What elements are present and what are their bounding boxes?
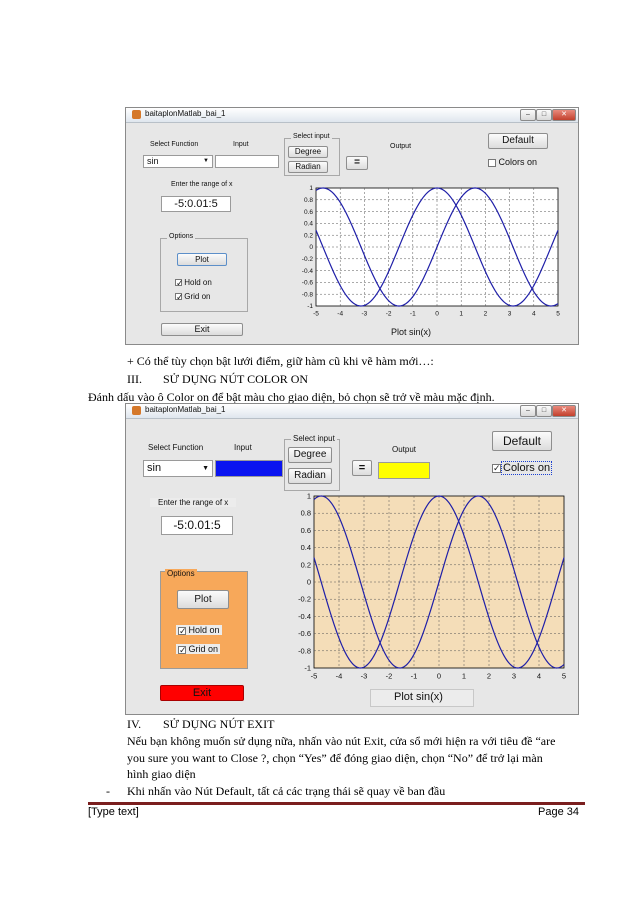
degree-button[interactable]: Degree bbox=[288, 146, 328, 158]
select-input-label: Select input bbox=[293, 133, 330, 140]
heading-3-number: III. bbox=[127, 372, 142, 386]
y-tick-label: -0.8 bbox=[298, 646, 311, 656]
y-tick-label: 0.8 bbox=[300, 508, 311, 518]
minimize-button[interactable]: – bbox=[520, 405, 536, 417]
range-field[interactable]: -5:0.01:5 bbox=[161, 516, 233, 535]
plot-button[interactable]: Plot bbox=[177, 590, 229, 609]
x-tick-label: 2 bbox=[483, 310, 488, 318]
heading-4-number: IV. bbox=[127, 717, 142, 731]
x-tick-label: -3 bbox=[361, 310, 368, 318]
output-label: Output bbox=[392, 445, 417, 454]
paragraph-4-line-1: Nếu bạn không muốn sử dụng nữa, nhấn vào nút Exit, cửa sổ mới hiện ra với tiêu đề “are bbox=[127, 734, 556, 748]
grid-on-label: Grid on bbox=[188, 644, 219, 654]
input-label: Input bbox=[233, 141, 249, 148]
grid-on-checkbox[interactable] bbox=[176, 644, 220, 654]
colors-on-label: Colors on bbox=[498, 157, 538, 167]
x-tick-label: -4 bbox=[335, 671, 343, 681]
y-tick-label: 0.4 bbox=[300, 543, 311, 553]
x-tick-label: 3 bbox=[511, 671, 517, 681]
equals-button[interactable]: = bbox=[352, 460, 372, 476]
colors-on-box[interactable] bbox=[488, 159, 496, 167]
y-tick-label: -0.8 bbox=[301, 291, 313, 299]
function-select-value: sin bbox=[147, 156, 159, 166]
x-tick-label: 4 bbox=[536, 671, 542, 681]
colors-on-label: Colors on bbox=[503, 462, 551, 474]
input-label: Input bbox=[234, 443, 252, 452]
hold-on-box[interactable] bbox=[178, 627, 186, 635]
title-bar bbox=[126, 404, 578, 419]
x-tick-label: -1 bbox=[410, 671, 418, 681]
equals-button[interactable]: = bbox=[346, 156, 368, 170]
y-tick-label: 1 bbox=[306, 492, 311, 501]
matlab-icon bbox=[132, 110, 141, 119]
y-tick-label: -0.4 bbox=[301, 267, 313, 275]
function-select-value: sin bbox=[147, 462, 162, 474]
title-bar bbox=[126, 108, 578, 123]
y-tick-label: 0.2 bbox=[300, 560, 311, 570]
x-tick-label: 3 bbox=[507, 310, 512, 318]
footer-left: [Type text] bbox=[88, 806, 139, 818]
bullet-text: Khi nhấn vào Nút Default, tất cả các trạng thái sẽ quay về ban đầu bbox=[127, 784, 446, 798]
range-label: Enter the range of x bbox=[171, 181, 233, 188]
x-tick-label: 2 bbox=[486, 671, 492, 681]
hold-on-label: Hold on bbox=[188, 625, 220, 635]
radian-button[interactable]: Radian bbox=[288, 468, 332, 484]
y-tick-label: -0.6 bbox=[298, 629, 311, 639]
close-button[interactable]: ✕ bbox=[552, 405, 576, 417]
x-tick-label: -5 bbox=[313, 310, 319, 318]
bullet-marker: - bbox=[106, 784, 110, 798]
note-line: + Có thể tùy chọn bật lưới điểm, giữ hàm cũ khi vẽ hàm mới…: bbox=[127, 354, 434, 368]
y-tick-label: 0 bbox=[309, 244, 313, 252]
exit-button[interactable]: Exit bbox=[160, 685, 244, 701]
y-tick-label: 0.6 bbox=[300, 525, 311, 535]
grid-on-box[interactable] bbox=[175, 293, 182, 300]
colors-on-box[interactable] bbox=[492, 464, 501, 473]
colors-on-checkbox[interactable] bbox=[492, 462, 552, 474]
hold-on-checkbox[interactable] bbox=[176, 625, 222, 635]
heading-3-text: SỬ DỤNG NÚT COLOR ON bbox=[163, 372, 309, 386]
window-title: baitaplonMatlab_bai_1 bbox=[145, 405, 226, 414]
maximize-button[interactable]: □ bbox=[536, 405, 552, 417]
exit-button[interactable]: Exit bbox=[161, 323, 243, 336]
x-tick-label: 5 bbox=[556, 310, 560, 318]
heading-4-text: SỬ DỤNG NÚT EXIT bbox=[163, 717, 275, 731]
plot-button[interactable]: Plot bbox=[177, 253, 227, 266]
options-panel bbox=[160, 571, 248, 669]
gui-window bbox=[126, 404, 578, 714]
x-tick-label: -1 bbox=[409, 310, 416, 318]
plot-title: Plot sin(x) bbox=[391, 327, 432, 337]
default-button[interactable]: Default bbox=[488, 133, 548, 149]
x-tick-label: -2 bbox=[385, 671, 393, 681]
input-field[interactable] bbox=[215, 155, 279, 168]
range-field[interactable]: -5:0.01:5 bbox=[161, 196, 231, 212]
function-select[interactable] bbox=[143, 155, 213, 168]
x-tick-label: 4 bbox=[531, 310, 536, 318]
select-input-label: Select input bbox=[293, 434, 335, 443]
hold-on-label: Hold on bbox=[184, 278, 212, 287]
window-title: baitaplonMatlab_bai_1 bbox=[145, 109, 226, 118]
y-tick-label: -0.2 bbox=[301, 255, 313, 263]
y-tick-label: 0 bbox=[306, 577, 311, 587]
y-tick-label: -1 bbox=[307, 303, 313, 311]
y-tick-label: -0.2 bbox=[298, 594, 311, 604]
plot-title: Plot sin(x) bbox=[394, 691, 443, 703]
paragraph-4-line-3: hình giao diện bbox=[127, 767, 196, 781]
y-tick-label: 0.6 bbox=[303, 208, 313, 216]
y-tick-label: -1 bbox=[304, 663, 311, 673]
grid-on-label: Grid on bbox=[184, 292, 211, 301]
degree-button[interactable]: Degree bbox=[288, 447, 332, 463]
colors-on-checkbox[interactable] bbox=[488, 157, 537, 167]
x-tick-label: -5 bbox=[310, 671, 318, 681]
input-field[interactable] bbox=[215, 460, 283, 477]
plot-axes bbox=[292, 184, 564, 320]
screenshot-default-mode bbox=[125, 107, 579, 345]
maximize-button[interactable]: □ bbox=[536, 109, 552, 121]
screenshot-colors-on-mode bbox=[125, 403, 579, 715]
default-button[interactable]: Default bbox=[492, 431, 552, 451]
x-tick-label: -2 bbox=[385, 310, 392, 318]
radian-button[interactable]: Radian bbox=[288, 161, 328, 173]
function-select[interactable] bbox=[143, 460, 213, 477]
chevron-down-icon: ▼ bbox=[202, 465, 209, 472]
output-field bbox=[378, 462, 430, 479]
grid-on-box[interactable] bbox=[178, 646, 186, 654]
range-label: Enter the range of x bbox=[150, 498, 236, 507]
paragraph-4-line-2: you sure you want to Close ?, chọn “Yes” để đóng giao diện, chọn “No” để trở lại màn bbox=[127, 751, 543, 765]
hold-on-checkbox[interactable] bbox=[175, 278, 212, 287]
x-tick-label: 1 bbox=[461, 671, 467, 681]
y-tick-label: -0.6 bbox=[301, 279, 313, 287]
x-tick-label: 1 bbox=[459, 310, 464, 318]
matlab-icon bbox=[132, 406, 141, 415]
hold-on-box[interactable] bbox=[175, 279, 182, 286]
options-label: Options bbox=[169, 233, 194, 240]
y-tick-label: 0.4 bbox=[303, 220, 313, 228]
select-function-label: Select Function bbox=[150, 141, 199, 148]
minimize-button[interactable]: – bbox=[520, 109, 536, 121]
y-tick-label: 0.8 bbox=[303, 196, 313, 204]
x-tick-label: 0 bbox=[436, 671, 442, 681]
x-tick-label: -4 bbox=[337, 310, 344, 318]
x-tick-label: -3 bbox=[360, 671, 368, 681]
x-tick-label: 0 bbox=[435, 310, 439, 318]
y-tick-label: 1 bbox=[309, 185, 313, 193]
footer-rule bbox=[88, 802, 585, 805]
output-label: Output bbox=[390, 143, 412, 150]
gui-window bbox=[126, 108, 578, 344]
select-function-label: Select Function bbox=[148, 443, 204, 452]
grid-on-checkbox[interactable] bbox=[175, 292, 210, 301]
x-tick-label: 5 bbox=[561, 671, 567, 681]
options-label: Options bbox=[167, 569, 195, 578]
y-tick-label: 0.2 bbox=[303, 232, 313, 240]
page-number: Page 34 bbox=[538, 806, 579, 818]
y-tick-label: -0.4 bbox=[298, 611, 311, 621]
plot-axes bbox=[288, 492, 570, 682]
paragraph-3: Đánh dấu vào ô Color on để bật màu cho giao diện, bỏ chọn sẽ trở về màu mặc định. bbox=[88, 390, 495, 404]
close-button[interactable]: ✕ bbox=[552, 109, 576, 121]
chevron-down-icon: ▼ bbox=[203, 158, 209, 164]
